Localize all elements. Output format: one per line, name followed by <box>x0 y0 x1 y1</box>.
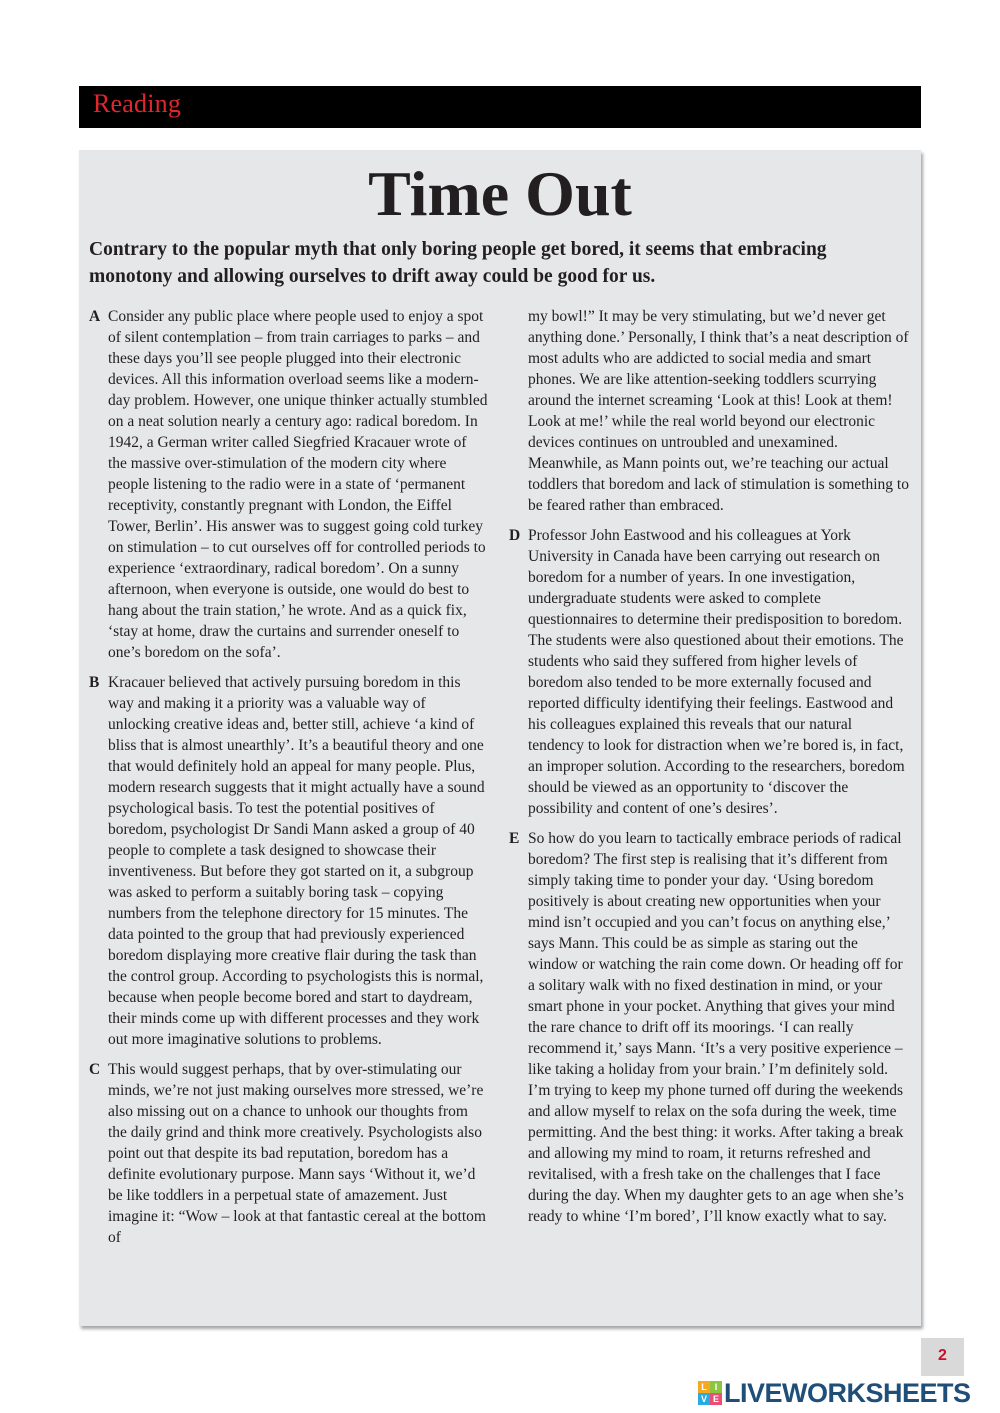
section-label: Reading <box>93 89 182 118</box>
section-header-bar <box>79 86 921 128</box>
paragraph-text: Professor John Eastwood and his colleagues at York University in Canada have been carrying out research on boredom for a number of years. In one investigation, undergraduate students were asked to complete questionnaires to determine their predisposition to boredom. The students were also questioned about their emotions. The students who said they suffered from higher levels of boredom also tended to be more externally focused and reported difficulty identifying their feelings. Eastwood and his colleagues explained this reveals that our natural tendency to look for distraction when we’re bored is, in fact, an improper solution. According to the researchers, boredom should be viewed as an opportunity to ‘discover the possibility and content of one’s desires’. <box>528 527 905 817</box>
paragraph-b <box>89 672 489 1050</box>
paragraph-text: This would suggest perhaps, that by over-stimulating our minds, we’re not just making ourselves more stressed, we’re also missing out on a chance to unhook our thoughts from the daily grind and think more creatively. Psychologists also point out that despite its bad reputation, boredom has a definite evolutionary purpose. Mann says ‘Without it, we’d be like toddlers in a perpetual state of amazement. Just imagine it: “Wow – look at that fantastic cereal at the bottom of <box>108 1061 486 1246</box>
right-column <box>509 306 909 1236</box>
article-subtitle: Contrary to the popular myth that only boring people get bored, it seems that embracing monotony and allowing ourselves to drift away could be good for us. <box>89 239 827 287</box>
paragraph-text: my bowl!” It may be very stimulating, but we’d never get anything done.’ Personally, I think that’s a neat description of most adults who are addicted to social media and smart phones. We are like attention-seeking toddlers scurrying around the internet screaming ‘Look at this! Look at them! Look at me!’ while the real world beyond our electronic devices continues on untroubled and unexamined. Meanwhile, as Mann points out, we’re teaching our actual toddlers that boredom and lack of stimulation is something to be feared rather than embraced. <box>528 308 909 514</box>
paragraph-letter: D <box>509 527 521 544</box>
paragraph-letter: E <box>509 830 520 847</box>
liveworksheets-logo[interactable] <box>698 1378 971 1408</box>
paragraph-letter: A <box>89 308 101 325</box>
liveworksheets-logo-icon: L I V E <box>698 1381 722 1405</box>
page-number: 2 <box>938 1347 947 1364</box>
paragraph-c-continuation <box>509 306 909 516</box>
paragraph-e <box>509 828 909 1227</box>
page-number-box <box>921 1338 964 1376</box>
paragraph-text: Consider any public place where people used to enjoy a spot of silent contemplation – from train carriages to parks – and these days you’ll see people plugged into their electronic devices. All this information overload seems like a modern-day problem. However, one unique thinker actually stumbled on a neat solution nearly a century ago: radical boredom. In 1942, a German writer called Siegfried Kracauer wrote of the massive over-stimulation of the modern city where people listening to the radio were in a state of ‘permanent receptivity, constantly pregnant with London, the Eiffel Tower, Berlin’. His answer was to suggest going cold turkey on stimulation – to cut ourselves off for controlled periods to experience ‘extraordinary, radical boredom’. On a sunny afternoon, when everyone is outside, one would do best to hang about the train station,’ he wrote. And as a quick fix, ‘stay at home, draw the curtains and surrender oneself to one’s boredom on the sofa’. <box>108 308 488 661</box>
paragraph-text: So how do you learn to tactically embrace periods of radical boredom? The first step is realising that it’s different from simply taking time to ponder your day. ‘Using boredom positively is about creating new opportunities when your mind isn’t occupied and you can’t focus on anything else,’ says Mann. This could be as simple as staring out the window or watching the rain come down. Or heading off for a solitary walk with no fixed destination in mind, or your smart phone in your pocket. Anything that gives your mind the rare chance to drift off its moorings. ‘I can really recommend it,’ says Mann. ‘It’s a very positive experience – like taking a holiday from your brain.’ I’m definitely sold. I’m trying to keep my phone turned off during the weekends and allow myself to relax on the sofa during the week, time permitting. And the best thing: it works. After taking a break and allowing my mind to roam, it returns refreshed and revitalised, with a fresh take on the challenges that I face during the day. When my daughter gets to an age when she’s ready to whine ‘I’m bored’, I’ll know exactly what to say. <box>528 830 904 1225</box>
paragraph-c <box>89 1059 489 1248</box>
paragraph-letter: B <box>89 674 100 691</box>
article-panel <box>79 150 921 1326</box>
article-title: Time Out <box>368 158 632 229</box>
paragraph-text: Kracauer believed that actively pursuing boredom in this way and making it a priority was a valuable way of unlocking creative ideas and, better still, achieve ‘a kind of bliss that is almost unearthly’. It’s a beautiful theory and one that would definitely hold an appeal for many people. Plus, modern research suggests that it might actually have a sound psychological basis. To test the potential positives of boredom, psychologist Dr Sandi Mann asked a group of 40 people to complete a task designed to showcase their inventiveness. But before they got started on it, a subgroup was asked to perform a suitably boring task – copying numbers from the telephone directory for 15 minutes. The data pointed to the group that had previously experienced boredom displaying more creative flair during the task than the control group. According to psychologists this is normal, because when people become bored and start to daydream, their minds come up with different processes and they work out more imaginative solutions to problems. <box>108 674 485 1048</box>
left-column <box>89 306 489 1257</box>
paragraph-letter: C <box>89 1061 101 1078</box>
liveworksheets-logo-text: LIVEWORKSHEETS <box>724 1377 971 1408</box>
paragraph-a <box>89 306 489 663</box>
paragraph-d <box>509 525 909 819</box>
